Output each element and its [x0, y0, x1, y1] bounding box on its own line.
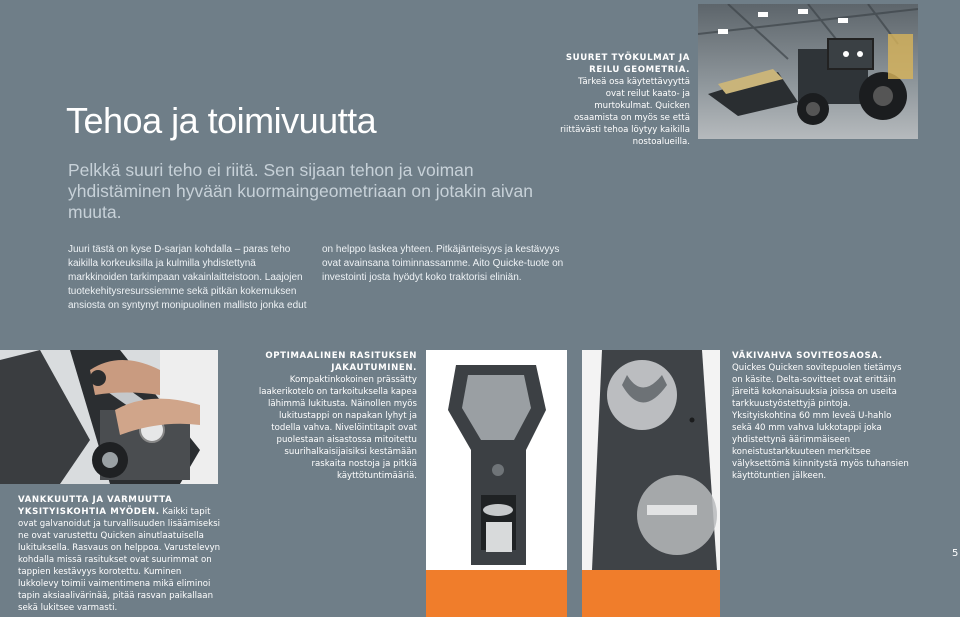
caption-text: Kaikki tapit ovat galvanoidut ja turvallisuuden lisäämiseksi ne ovat varustettu Quicken ainutlaatuisella lukituksella. Rasvaus on helppoa. Varustelevyn kohdalla missä rasitukset ovat suurimmat on tappien kestävyys korotettu. Kuminen lukkolevy toimii vaimentimena mikä eliminoi tapin aksiaalivärinää, pitää rasvan paikallaan sekä lukitsee varmasti.: [18, 507, 221, 613]
caption-reliable: [18, 494, 223, 614]
bracket-photo: [426, 350, 567, 570]
caption-heading: OPTIMAALINEN RASITUKSEN JAKAUTUMINEN.: [265, 351, 417, 373]
caption-heading: VANKKUUTTA JA VARMUUTTA YKSITYISKOHTIA MYÖDEN.: [18, 495, 173, 517]
caption-optimal: [250, 350, 417, 482]
caption-strong: [732, 350, 912, 482]
accent-block-right: [582, 570, 720, 617]
caption-heading: VÄKIVAHVA SOVITEOSAOSA.: [732, 351, 883, 361]
tractor-photo: [698, 4, 918, 139]
caption-heading: SUURET TYÖKULMAT JA REILU GEOMETRIA.: [565, 53, 690, 75]
caption-text: Tärkeä osa käytettävyyttä ovat reilut kaato- ja murtokulmat. Quicken osaamista on myös se että riittävästi tehoa löytyy kaikilla nostoalueilla.: [560, 77, 690, 147]
page-title: Tehoa ja toimivuutta: [66, 100, 377, 141]
pin-photo: [0, 350, 218, 484]
hook-photo: [582, 350, 720, 570]
page-number: 5: [952, 548, 959, 559]
body-column-1: Juuri tästä on kyse D-sarjan kohdalla – paras teho kaikilla korkeuksilla ja kulmilla yhdistettynä markkinoiden tarkimpaan vakainlaitteistoon. Laajojen tuotekehitysresurssiemme sekä pitkän kokemuksen ansiosta on syntynyt monipuolinen mallisto jonka edut: [68, 244, 307, 311]
caption-text: Quickes Quicken sovitepuolen tietämys on käsite. Delta-sovitteet ovat erittäin järeitä kokonaisuuksia joissa on useita tarkkuustyöstettyjä pintoja. Yksityiskohtina 60 mm leveä U-hahlo sekä 40 mm vahva lukkotappi joka yhdistettynä äärimmäiseen koneistustarkkuuteen merkitsee välyksettömä kiinnitystä myös tuhansien käyttötuntien jälkeen.: [732, 363, 909, 481]
lead-paragraph: Pelkkä suuri teho ei riitä. Sen sijaan tehon ja voiman yhdistäminen hyvään kuormaingeometriaan on jotakin aivan muuta.: [68, 160, 533, 222]
body-column-2: on helppo laskea yhteen. Pitkäjänteisyys ja kestävyys ovat avainsana toiminnassamme. Aito Quicke-tuote on investointi josta hyödyt koko traktorisi eliniän.: [322, 244, 564, 283]
accent-block-left: [426, 570, 567, 617]
caption-tractor: [560, 52, 690, 148]
caption-text: Kompaktinkokoinen prässätty laakerikotelo on tarkoituksella kapea lähimmä lukitusta. Näinollen myös lukitustappi on napakan lyhyt ja todella vahva. Nivelöintitapit ovat puolestaan aisastossa mitoitettu suurihalkaisijaisiksi kestämään raskaita nostoja ja pitkiä käyttötuntimääriä.: [258, 375, 417, 481]
